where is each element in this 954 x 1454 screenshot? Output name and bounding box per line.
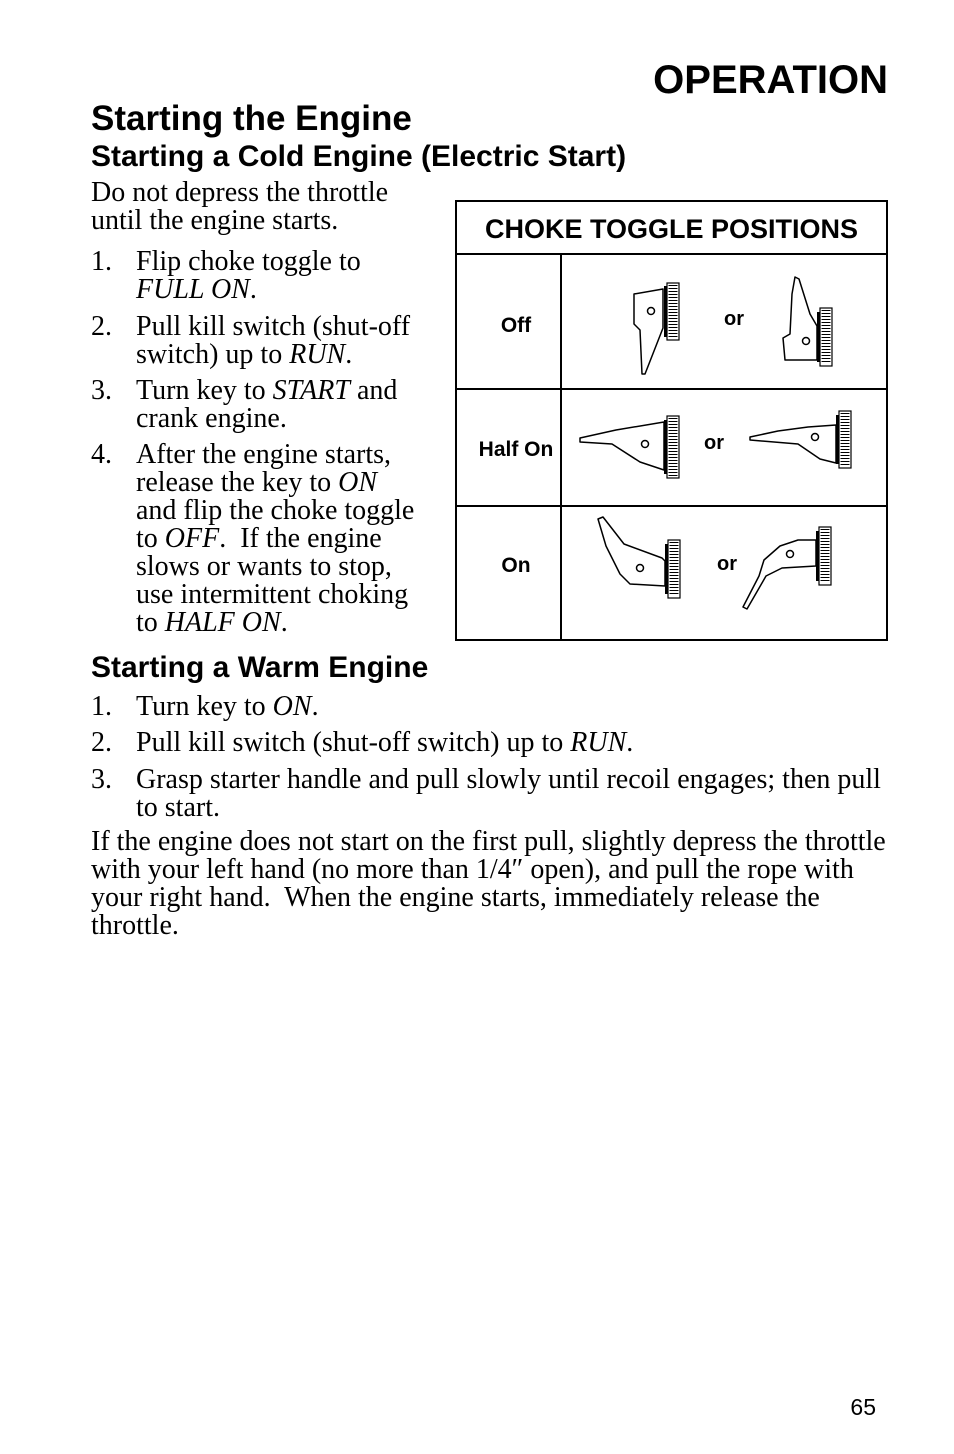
step-text-segment: Flip choke toggle to bbox=[136, 246, 361, 277]
step-text-segment: . bbox=[280, 607, 288, 638]
emphasized-term: FULL ON bbox=[136, 274, 250, 305]
step-text-segment: and flip the choke toggle to bbox=[136, 495, 415, 554]
warm-engine-step bbox=[91, 729, 891, 757]
step-text bbox=[136, 766, 881, 822]
step-number: 2. bbox=[91, 727, 112, 758]
step-number: 2. bbox=[91, 311, 112, 342]
step-text-segment: . bbox=[311, 691, 319, 722]
choke-toggle-off-icon bbox=[630, 280, 684, 378]
emphasized-term: HALF ON bbox=[164, 607, 281, 638]
step-number: 3. bbox=[91, 764, 112, 795]
step-text-segment: Turn key to bbox=[136, 691, 273, 722]
warm-engine-step bbox=[91, 764, 891, 823]
step-text bbox=[136, 313, 410, 369]
step-number: 1. bbox=[91, 246, 112, 277]
table-row-divider bbox=[455, 388, 888, 390]
step-text-segment: . bbox=[345, 339, 353, 370]
step-text bbox=[136, 248, 361, 304]
step-text-segment: After the engine starts, release the key to bbox=[136, 439, 392, 498]
or-separator: or bbox=[724, 308, 744, 330]
step-number: 3. bbox=[91, 375, 112, 406]
or-separator: or bbox=[704, 432, 724, 454]
step-text-segment: Turn key to bbox=[136, 375, 273, 406]
step-number: 1. bbox=[91, 691, 112, 722]
step-text bbox=[136, 729, 633, 757]
step-text-segment: and crank engine. bbox=[136, 375, 398, 434]
or-separator: or bbox=[717, 553, 737, 575]
step-text-segment: Grasp starter handle and pull slowly until recoil engages; then pull to start. bbox=[136, 764, 881, 823]
row-label-half-on: Half On bbox=[478, 438, 554, 461]
step-text bbox=[136, 693, 319, 721]
choke-toggle-half-on-icon bbox=[748, 409, 854, 471]
choke-toggle-off-icon bbox=[780, 274, 836, 370]
table-header-divider bbox=[455, 253, 888, 255]
warm-engine-note: If the engine does not start on the first pull, slightly depress the throttle with your left hand (no more than 1/4″ open), and pull the rope with your right hand. When the engine starts, immediately release the throttle. bbox=[91, 826, 886, 941]
warm-engine-step bbox=[91, 693, 891, 721]
choke-toggle-on-icon bbox=[594, 514, 684, 602]
row-label-on: On bbox=[501, 554, 531, 577]
section-title: OPERATION bbox=[653, 58, 888, 102]
step-text-segment: . If the engine slows or wants to stop, use intermittent choking to bbox=[136, 523, 409, 638]
step-text-segment: Pull kill switch (shut-off switch) up to bbox=[136, 727, 571, 758]
emphasized-term: RUN bbox=[570, 727, 627, 758]
row-label-off: Off bbox=[500, 314, 532, 337]
choke-toggle-table bbox=[455, 200, 888, 641]
page-number: 65 bbox=[850, 1394, 876, 1420]
emphasized-term: OFF bbox=[164, 523, 220, 554]
emphasized-term: RUN bbox=[289, 339, 346, 370]
step-text-segment: Pull kill switch (shut-off switch) up to bbox=[136, 311, 411, 370]
step-text bbox=[136, 377, 397, 433]
table-row-divider bbox=[455, 505, 888, 507]
emphasized-term: ON bbox=[272, 691, 312, 722]
step-text-segment: . bbox=[626, 727, 634, 758]
emphasized-term: START bbox=[272, 375, 350, 406]
choke-toggle-half-on-icon bbox=[578, 414, 684, 482]
page-title: Starting the Engine bbox=[91, 99, 412, 138]
step-text-segment: . bbox=[249, 274, 257, 305]
emphasized-term: ON bbox=[338, 467, 378, 498]
warm-engine-heading: Starting a Warm Engine bbox=[91, 651, 429, 684]
cold-engine-intro: Do not depress the throttle until the engine starts. bbox=[91, 177, 389, 236]
cold-engine-heading: Starting a Cold Engine (Electric Start) bbox=[91, 140, 627, 173]
table-title: CHOKE TOGGLE POSITIONS bbox=[484, 214, 859, 244]
choke-toggle-on-icon bbox=[740, 524, 834, 612]
step-text bbox=[136, 441, 414, 637]
step-number: 4. bbox=[91, 439, 112, 470]
